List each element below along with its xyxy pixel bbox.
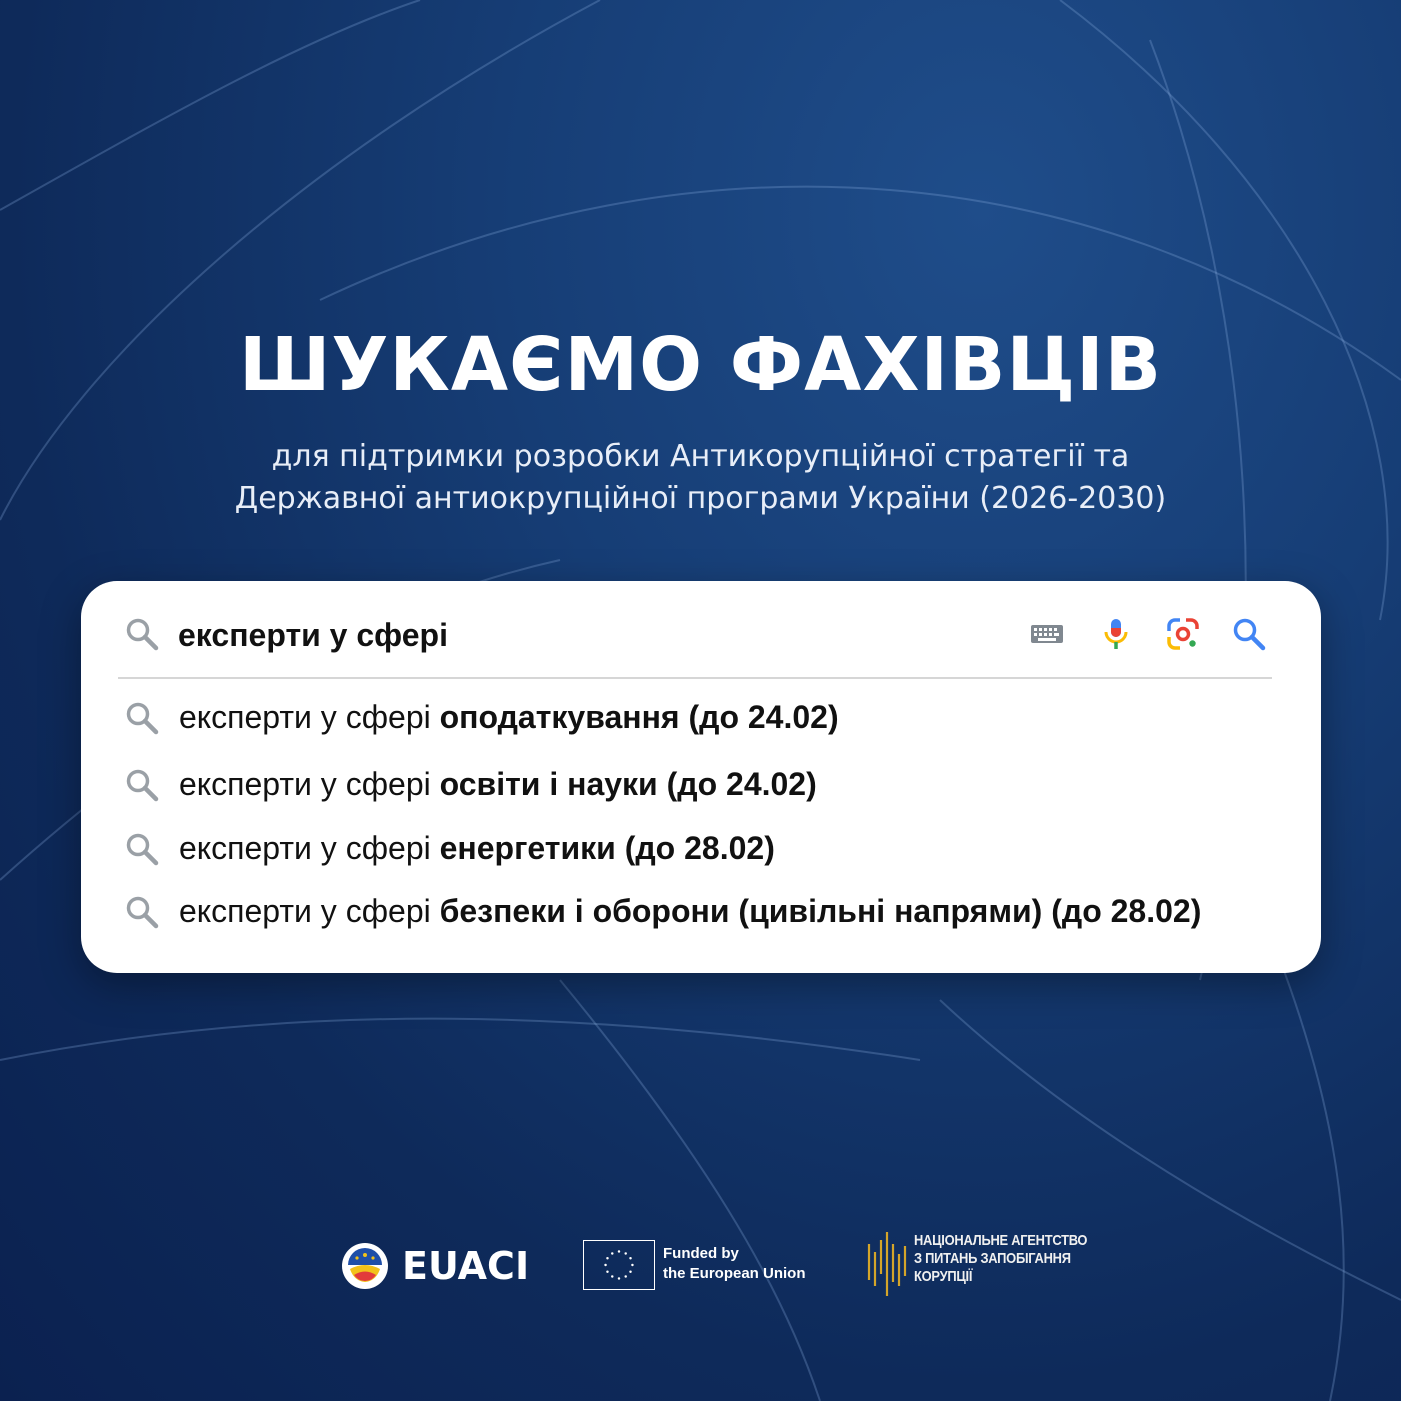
subtitle-line-2: Державної антиокрупційної програми України (2026-2030)	[234, 481, 1167, 516]
suggestion-text	[179, 766, 817, 803]
eu-flag-icon	[583, 1240, 655, 1290]
nazk-emblem-icon	[866, 1230, 910, 1298]
suggestion-prefix: експерти у сфері	[179, 766, 440, 802]
lens-icon[interactable]	[1166, 617, 1200, 651]
suggestion-text	[179, 830, 775, 867]
search-submit-icon[interactable]	[1232, 617, 1266, 651]
keyboard-icon[interactable]	[1030, 617, 1064, 651]
headline: ШУКАЄМО ФАХІВЦІВ	[238, 322, 1163, 408]
suggestion-item[interactable]	[81, 693, 1321, 753]
suggestion-highlight: освіти і науки (до 24.02)	[439, 766, 817, 802]
suggestion-prefix: експерти у сфері	[179, 830, 440, 866]
suggestion-item[interactable]	[81, 824, 1321, 884]
euaci-emblem-icon	[340, 1241, 390, 1291]
suggestion-highlight: енергетики (до 28.02)	[439, 830, 775, 866]
nazk-line-3: КОРУПЦІЇ	[914, 1268, 973, 1285]
euaci-logo	[340, 1238, 529, 1294]
nazk-line-2: З ПИТАНЬ ЗАПОБІГАННЯ	[914, 1250, 1071, 1267]
suggestion-highlight: безпеки і оборони (цивільні напрями) (до 28.02)	[439, 893, 1202, 929]
subtitle-line-1: для підтримки розробки Антикорупційної стратегії та	[271, 439, 1130, 474]
microphone-icon[interactable]	[1099, 617, 1133, 651]
nazk-label	[914, 1232, 1087, 1286]
search-icon	[125, 701, 159, 735]
suggestion-prefix: експерти у сфері	[179, 893, 440, 929]
eu-funding-label	[663, 1244, 806, 1284]
nazk-line-1: НАЦІОНАЛЬНЕ АГЕНТСТВО	[914, 1232, 1088, 1249]
suggestion-text	[179, 893, 1201, 930]
subtitle	[0, 436, 1401, 520]
euaci-label: EUACI	[402, 1244, 530, 1288]
eu-funding-line-2: the European Union	[663, 1265, 806, 1282]
footer-logos	[0, 1226, 1401, 1306]
search-icon	[125, 768, 159, 802]
search-icon	[125, 617, 159, 651]
search-icon	[125, 895, 159, 929]
search-box	[81, 581, 1321, 973]
suggestion-text	[179, 699, 839, 736]
suggestion-item[interactable]	[81, 887, 1321, 947]
suggestion-highlight: оподаткування (до 24.02)	[439, 699, 839, 735]
eu-funding-line-1: Funded by	[663, 1245, 739, 1262]
search-input[interactable]: експерти у сфері	[178, 617, 448, 653]
search-icon	[125, 832, 159, 866]
search-input-row[interactable]	[81, 581, 1321, 678]
suggestion-prefix: експерти у сфері	[179, 699, 440, 735]
suggestion-item[interactable]	[81, 760, 1321, 820]
divider	[118, 677, 1272, 679]
